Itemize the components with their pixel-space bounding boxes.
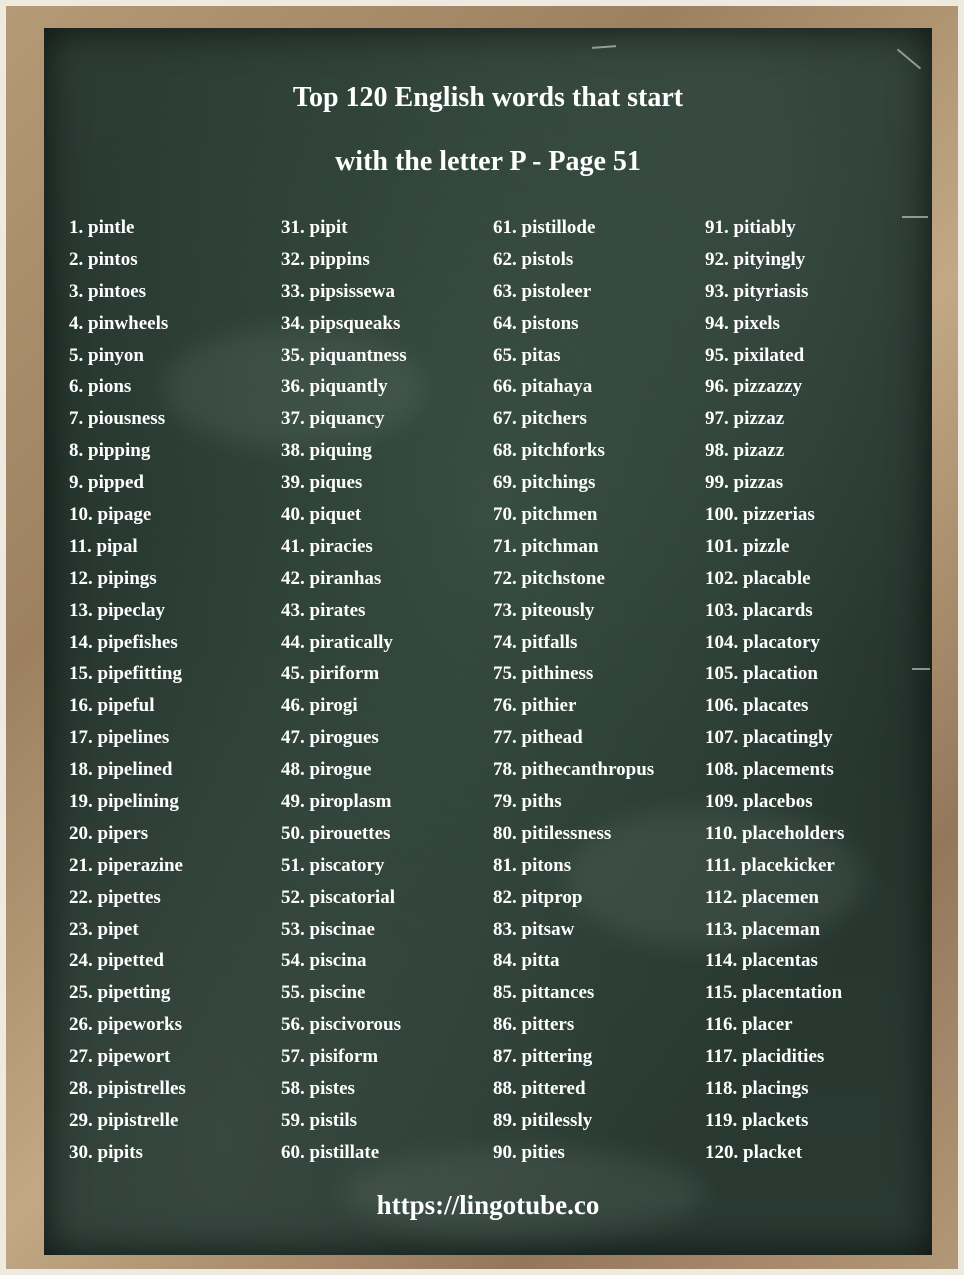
word-list-item: 102. placable <box>705 567 811 589</box>
word-list-item: 38. piquing <box>281 440 372 462</box>
word-list-item: 100. pizzerias <box>705 504 815 526</box>
word-list-item: 37. piquancy <box>281 408 385 430</box>
word-list-item: 105. placation <box>705 663 818 685</box>
word-list-item: 118. placings <box>705 1078 809 1100</box>
word-list-item: 103. placards <box>705 599 813 621</box>
word-list-item: 45. piriform <box>281 663 380 685</box>
word-list-item: 117. placidities <box>705 1046 825 1068</box>
word-list-item: 68. pitchforks <box>493 440 605 462</box>
word-list-item: 66. pitahaya <box>493 376 593 398</box>
word-list-item: 71. pitchman <box>493 535 599 557</box>
word-list-item: 2. pintos <box>69 248 138 270</box>
word-list-item: 15. pipefitting <box>69 663 182 685</box>
word-list-item: 80. pitilessness <box>493 822 612 844</box>
word-list-item: 79. piths <box>493 791 562 813</box>
word-list-item: 89. pitilessly <box>493 1109 593 1131</box>
word-list-item: 64. pistons <box>493 312 579 334</box>
word-list-item: 92. pityingly <box>705 248 806 270</box>
word-list-item: 7. piousness <box>69 408 166 430</box>
word-list-item: 78. pithecanthropus <box>493 759 655 781</box>
word-list-item: 96. pizzazzy <box>705 376 803 398</box>
word-column-2 <box>281 217 493 1174</box>
word-list-item: 86. pitters <box>493 1014 575 1036</box>
word-list-item: 91. pitiably <box>705 217 796 238</box>
word-list-item: 106. placates <box>705 695 809 717</box>
word-list-item: 84. pitta <box>493 950 560 972</box>
word-list-item: 52. piscatorial <box>281 886 395 908</box>
word-list-item: 111. placekicker <box>705 854 835 876</box>
word-list-item: 74. pitfalls <box>493 631 578 653</box>
word-list-item: 39. piques <box>281 472 363 494</box>
word-list-item: 75. pithiness <box>493 663 594 685</box>
page-title-line-2: with the letter P - Page 51 <box>335 146 641 177</box>
word-list-item: 47. pirogues <box>281 727 379 749</box>
word-list-item: 42. piranhas <box>281 567 382 589</box>
word-list-item: 112. placemen <box>705 886 819 908</box>
word-list-item: 58. pistes <box>281 1078 355 1100</box>
word-list-item: 119. plackets <box>705 1109 809 1131</box>
chalk-scratch <box>592 45 616 49</box>
word-list-item: 113. placeman <box>705 918 821 940</box>
word-list-item: 108. placements <box>705 759 834 781</box>
word-list-item: 93. pityriasis <box>705 280 809 302</box>
word-list-item: 10. pipage <box>69 504 152 526</box>
word-list-item: 28. pipistrelles <box>69 1078 186 1100</box>
word-list-item: 27. pipewort <box>69 1046 171 1068</box>
word-list-item: 69. pitchings <box>493 472 596 494</box>
word-list-item: 11. pipal <box>69 535 138 557</box>
word-list-item: 13. pipeclay <box>69 599 166 621</box>
word-list-item: 9. pipped <box>69 472 144 494</box>
word-list-item: 18. pipelined <box>69 759 173 781</box>
word-list-item: 95. pixilated <box>705 344 805 366</box>
word-list-item: 98. pizazz <box>705 440 785 462</box>
word-list-item: 29. pipistrelle <box>69 1109 179 1131</box>
word-list-item: 55. piscine <box>281 982 366 1004</box>
word-list-item: 94. pixels <box>705 312 780 334</box>
chalk-scratch <box>897 49 921 70</box>
word-list-item: 33. pipsissewa <box>281 280 396 302</box>
word-list-item: 3. pintoes <box>69 280 147 302</box>
word-list-item: 116. placer <box>705 1014 793 1036</box>
word-list-item: 107. placatingly <box>705 727 833 749</box>
word-list-item: 49. piroplasm <box>281 791 392 813</box>
word-list-item: 60. pistillate <box>281 1141 380 1163</box>
word-list-item: 1. pintle <box>69 217 135 238</box>
word-list-item: 77. pithead <box>493 727 583 749</box>
word-list-item: 50. pirouettes <box>281 822 391 844</box>
word-list-item: 83. pitsaw <box>493 918 575 940</box>
page-title-line-1: Top 120 English words that start <box>292 82 684 113</box>
word-columns <box>69 217 929 1177</box>
word-list-item: 6. pions <box>69 376 132 398</box>
word-list-item: 115. placentation <box>705 982 843 1004</box>
word-list-item: 43. pirates <box>281 599 366 621</box>
word-list-item: 59. pistils <box>281 1109 358 1131</box>
word-list-item: 36. piquantly <box>281 376 388 398</box>
word-list-item: 97. pizzaz <box>705 408 785 430</box>
word-list-item: 44. piratically <box>281 631 393 653</box>
word-list-item: 25. pipetting <box>69 982 171 1004</box>
word-list-item: 57. pisiform <box>281 1046 379 1068</box>
word-list-item: 32. pippins <box>281 248 370 270</box>
word-list-item: 82. pitprop <box>493 886 583 908</box>
word-list-item: 19. pipelining <box>69 791 179 813</box>
word-column-1 <box>69 217 281 1174</box>
word-list-item: 109. placebos <box>705 791 813 813</box>
word-list-item: 22. pipettes <box>69 886 161 908</box>
word-list-item: 104. placatory <box>705 631 821 653</box>
word-list-item: 114. placentas <box>705 950 818 972</box>
word-list-item: 40. piquet <box>281 504 362 526</box>
word-list-item: 5. pinyon <box>69 344 144 366</box>
word-list-item: 4. pinwheels <box>69 312 169 334</box>
site-url: https://lingotube.co <box>376 1190 600 1220</box>
word-list-item: 63. pistoleer <box>493 280 592 302</box>
word-list-item: 20. pipers <box>69 822 149 844</box>
word-list-item: 51. piscatory <box>281 854 385 876</box>
word-list-item: 35. piquantness <box>281 344 407 366</box>
word-list-item: 16. pipeful <box>69 695 155 717</box>
word-column-3 <box>493 217 705 1174</box>
word-list-item: 24. pipetted <box>69 950 164 972</box>
word-list-item: 23. pipet <box>69 918 139 940</box>
chalkboard <box>44 28 932 1255</box>
word-list-item: 56. piscivorous <box>281 1014 402 1036</box>
word-list-item: 46. pirogi <box>281 695 358 717</box>
word-column-4 <box>705 217 917 1174</box>
word-list-item: 88. pittered <box>493 1078 586 1100</box>
word-list-item: 81. pitons <box>493 854 572 876</box>
word-list-item: 48. pirogue <box>281 759 372 781</box>
word-list-item: 54. piscina <box>281 950 367 972</box>
word-list-item: 17. pipelines <box>69 727 170 749</box>
word-list-item: 31. pipit <box>281 217 348 238</box>
word-list-item: 12. pipings <box>69 567 157 589</box>
word-list-item: 87. pittering <box>493 1046 593 1068</box>
word-list-item: 8. pipping <box>69 440 151 462</box>
word-list-item: 65. pitas <box>493 344 561 366</box>
word-list-item: 85. pittances <box>493 982 595 1004</box>
word-list-item: 120. placket <box>705 1141 803 1163</box>
word-list-item: 21. piperazine <box>69 854 183 876</box>
word-list-item: 30. pipits <box>69 1141 143 1163</box>
word-list-item: 34. pipsqueaks <box>281 312 401 334</box>
word-list-item: 62. pistols <box>493 248 574 270</box>
word-list-item: 61. pistillode <box>493 217 596 238</box>
word-list-item: 73. piteously <box>493 599 595 621</box>
word-list-item: 110. placeholders <box>705 822 845 844</box>
word-list-item: 26. pipeworks <box>69 1014 182 1036</box>
word-list-item: 101. pizzle <box>705 535 790 557</box>
word-list-item: 53. piscinae <box>281 918 375 940</box>
word-list-item: 41. piracies <box>281 535 373 557</box>
word-list-item: 99. pizzas <box>705 472 784 494</box>
word-list-item: 72. pitchstone <box>493 567 605 589</box>
word-list-item: 14. pipefishes <box>69 631 178 653</box>
word-list-item: 70. pitchmen <box>493 504 598 526</box>
word-list-item: 67. pitchers <box>493 408 587 430</box>
word-list-item: 90. pities <box>493 1141 565 1163</box>
word-list-item: 76. pithier <box>493 695 577 717</box>
